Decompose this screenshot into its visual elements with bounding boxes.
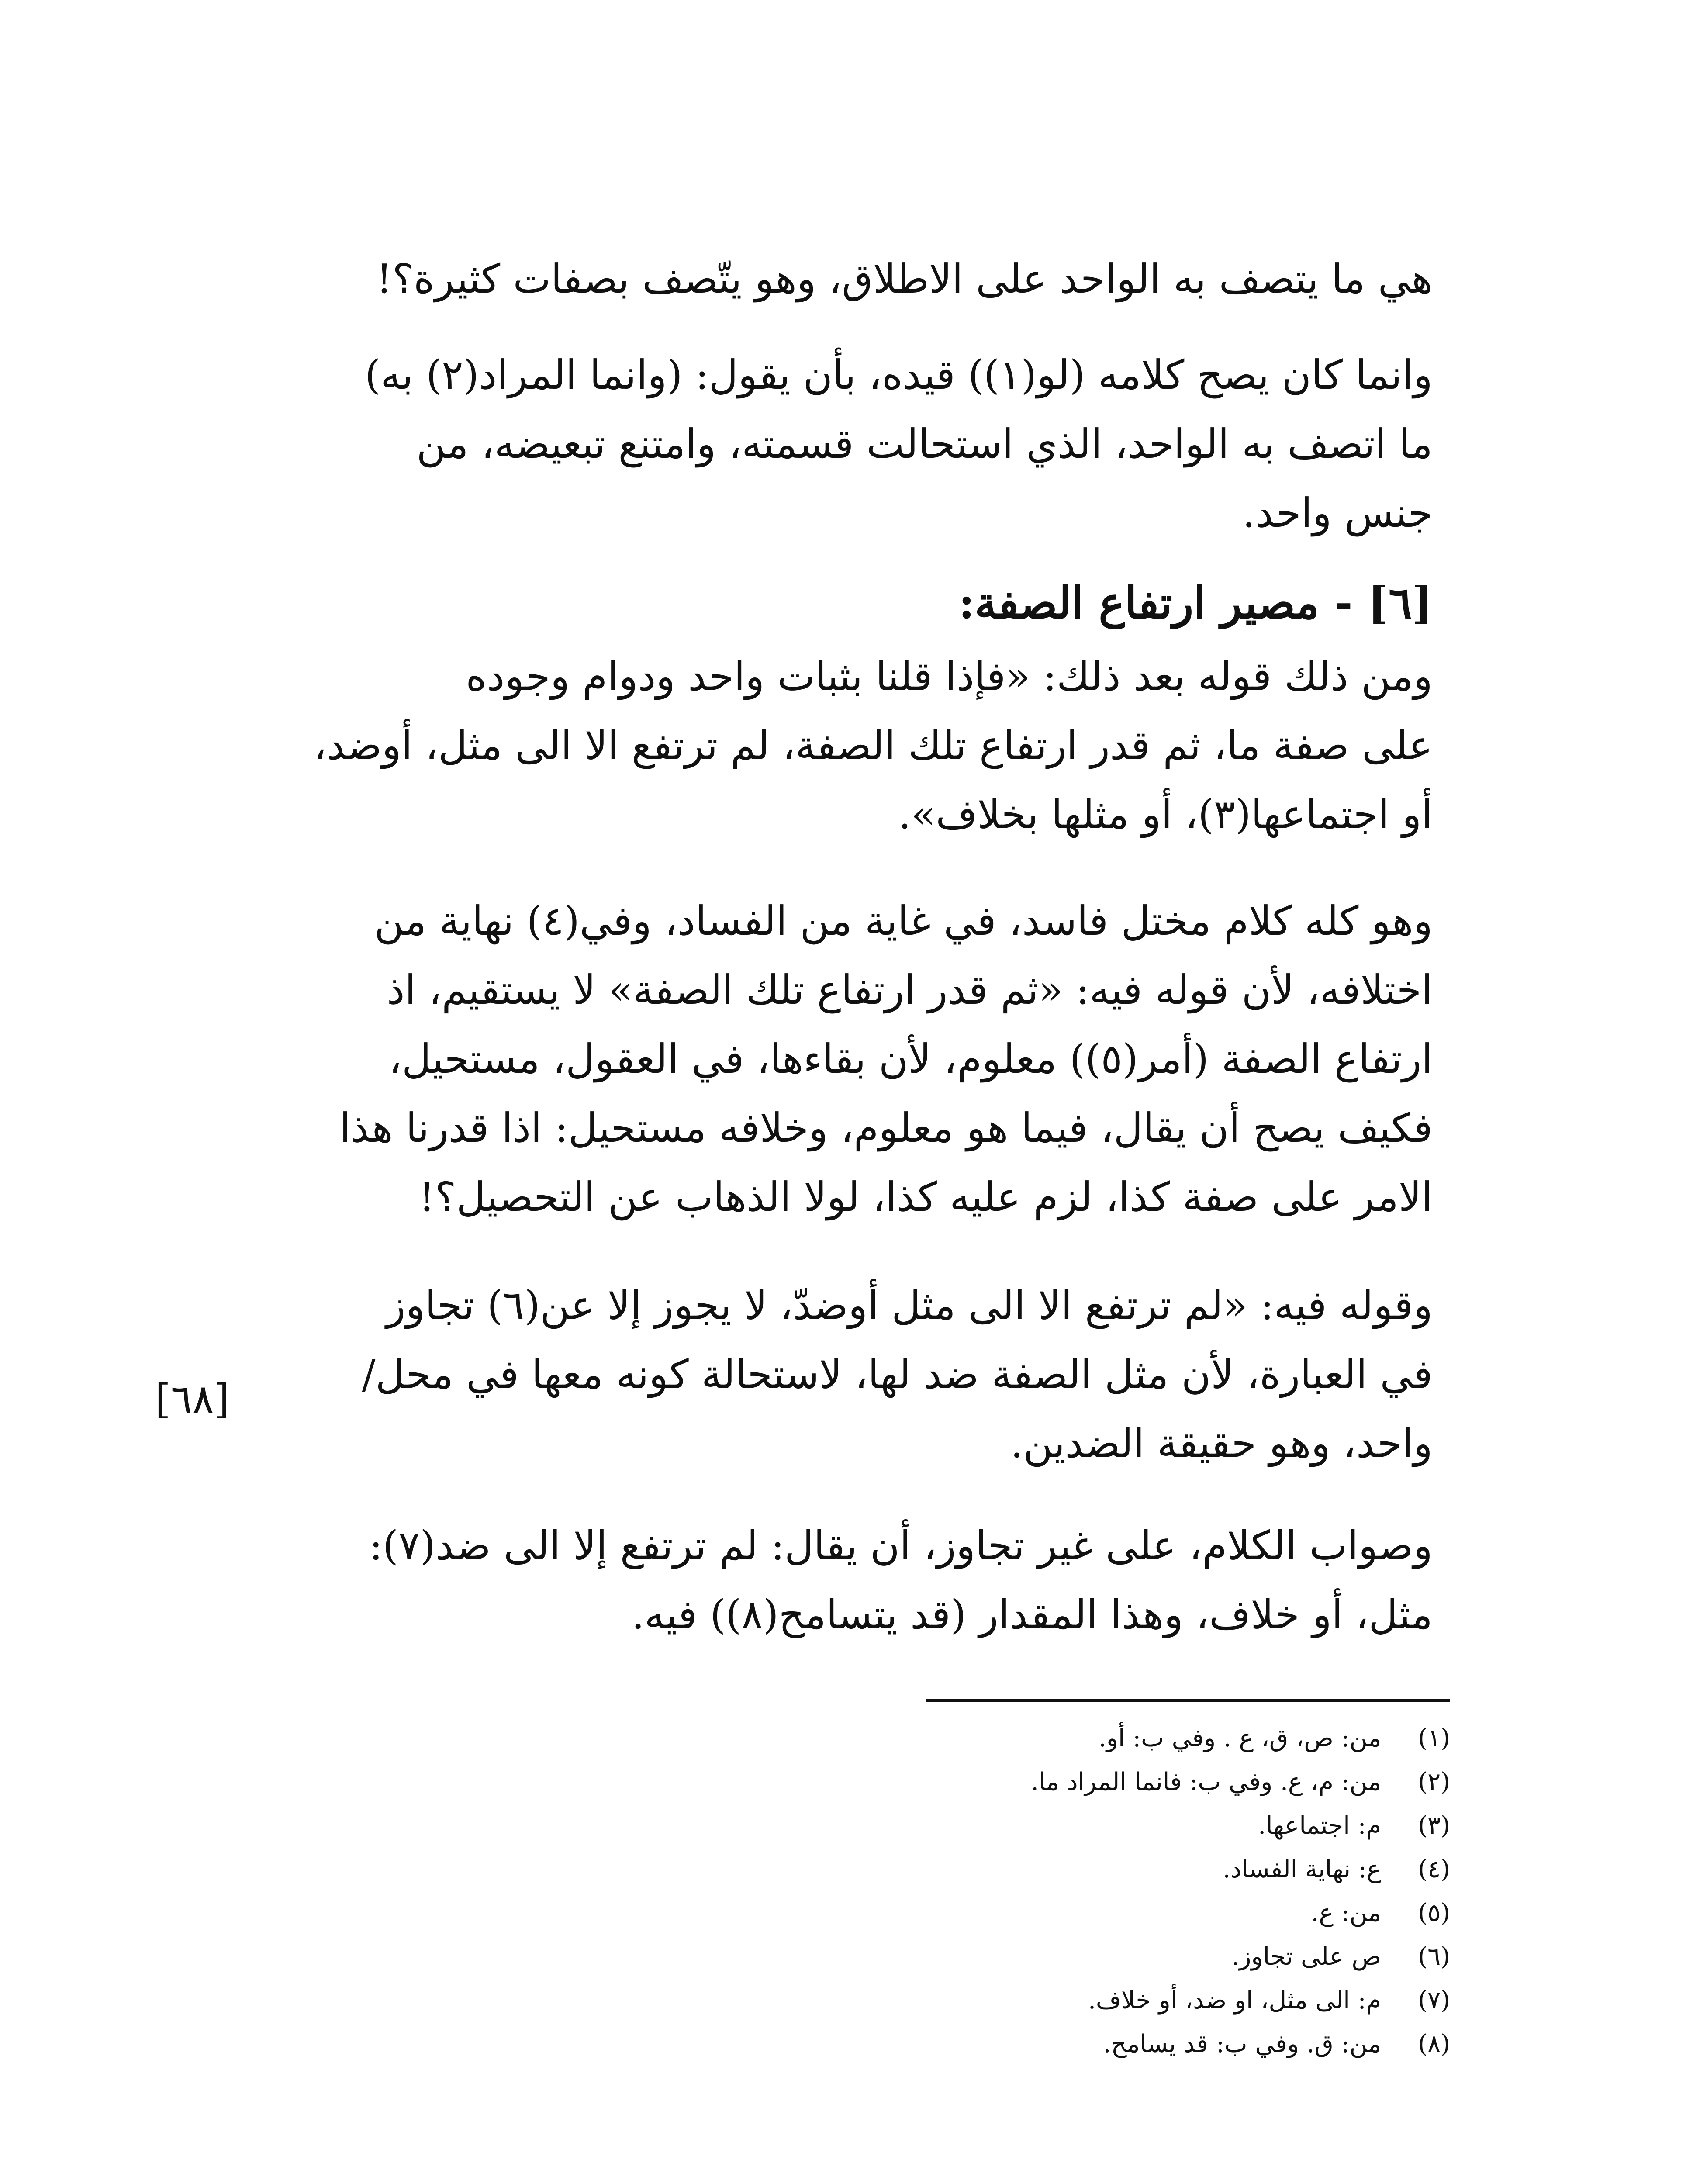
- footnote-number: (٤): [1418, 1855, 1450, 1883]
- text-line: جنس واحد.: [1242, 490, 1433, 536]
- text-line: وقوله فيه: «لم ترتفع الا الى مثل أوضدّ، لا يجوز إلا عن(٦) تجاوز: [386, 1282, 1433, 1329]
- footnote: [655, 1804, 1450, 1848]
- footnotes: [655, 1717, 1450, 2066]
- text-line: فكيف يصح أن يقال، فيما هو معلوم، وخلافه مستحيل: اذا قدرنا هذا: [339, 1105, 1433, 1151]
- footnote-text: من: ق. وفي ب: قد يسامح.: [1103, 2030, 1382, 2058]
- text-line: وهو كله كلام مختل فاسد، في غاية من الفساد، وفي(٤) نهاية من: [374, 898, 1433, 944]
- footnote-text: م: الى مثل، او ضد، أو خلاف.: [1088, 1986, 1382, 2015]
- footnote: [655, 1760, 1450, 1804]
- text-line: أو اجتماعها(٣)، أو مثلها بخلاف».: [898, 791, 1433, 838]
- footnote-number: (٢): [1418, 1768, 1450, 1796]
- footnote-text: من: ع.: [1311, 1899, 1382, 1927]
- footnote: [655, 1935, 1450, 1979]
- footnote-number: (٨): [1418, 2030, 1450, 2058]
- text-line: ومن ذلك قوله بعد ذلك: «فإذا قلنا بثبات واحد ودوام وجوده: [466, 653, 1433, 700]
- paragraph-5: [245, 1271, 1433, 1478]
- text-line: وصواب الكلام، على غير تجاوز، أن يقال: لم ترتفع إلا الى ضد(٧):: [369, 1522, 1433, 1569]
- text-line: وانما كان يصح كلامه (لو(١)) قيده، بأن يقول: (وانما المراد(٢) به): [365, 352, 1433, 398]
- text-line: في العبارة، لأن مثل الصفة ضد لها، لاستحالة كونه معها في محل/: [362, 1351, 1433, 1398]
- footnote: [655, 1979, 1450, 2022]
- section-heading: [٦] - مصير ارتفاع الصفة:: [958, 577, 1433, 629]
- footnote-number: (٣): [1418, 1811, 1450, 1840]
- footnote-number: (٥): [1418, 1899, 1450, 1927]
- footnote-text: ص على تجاوز.: [1231, 1942, 1382, 1971]
- paragraph-3: [245, 642, 1433, 849]
- footnote-text: م: اجتماعها.: [1258, 1811, 1382, 1840]
- paragraph-1: [245, 245, 1433, 314]
- footnote-divider: [926, 1699, 1450, 1702]
- text-line: على صفة ما، ثم قدر ارتفاع تلك الصفة، لم ترتفع الا الى مثل، أوضد،: [314, 722, 1433, 769]
- text-line: اختلافه، لأن قوله فيه: «ثم قدر ارتفاع تلك الصفة» لا يستقيم، اذ: [387, 967, 1433, 1013]
- text-line: واحد، وهو حقيقة الضدين.: [1010, 1420, 1433, 1467]
- footnote: [655, 1848, 1450, 1891]
- footnote: [655, 1891, 1450, 1935]
- text-line: الامر على صفة كذا، لزم عليه كذا، لولا الذهاب عن التحصيل؟!: [418, 1174, 1433, 1220]
- paragraph-2: [245, 341, 1433, 548]
- paragraph-4: [245, 887, 1433, 1232]
- footnote-number: (٦): [1418, 1942, 1450, 1971]
- footnote-text: ع: نهاية الفساد.: [1223, 1855, 1382, 1883]
- footnote: [655, 1717, 1450, 1760]
- footnote-text: من: م، ع. وفي ب: فانما المراد ما.: [1030, 1768, 1382, 1796]
- footnote-number: (٧): [1418, 1986, 1450, 2015]
- footnote-text: من: ص، ق، ع . وفي ب: أو.: [1099, 1724, 1382, 1752]
- text-line: مثل، أو خلاف، وهذا المقدار (قد يتسامح(٨)) فيه.: [631, 1591, 1433, 1638]
- footnote-number: (١): [1418, 1724, 1450, 1752]
- manuscript-folio-marker: [٦٨]: [155, 1376, 230, 1423]
- paragraph-6: [245, 1511, 1433, 1649]
- text-line: هي ما يتصف به الواحد على الاطلاق، وهو يتّصف بصفات كثيرة؟!: [376, 256, 1433, 302]
- text-line: ارتفاع الصفة (أمر(٥)) معلوم، لأن بقاءها، في العقول، مستحيل،: [389, 1036, 1433, 1082]
- text-line: ما اتصف به الواحد، الذي استحالت قسمته، وامتنع تبعيضه، من: [416, 421, 1433, 467]
- footnote: [655, 2022, 1450, 2066]
